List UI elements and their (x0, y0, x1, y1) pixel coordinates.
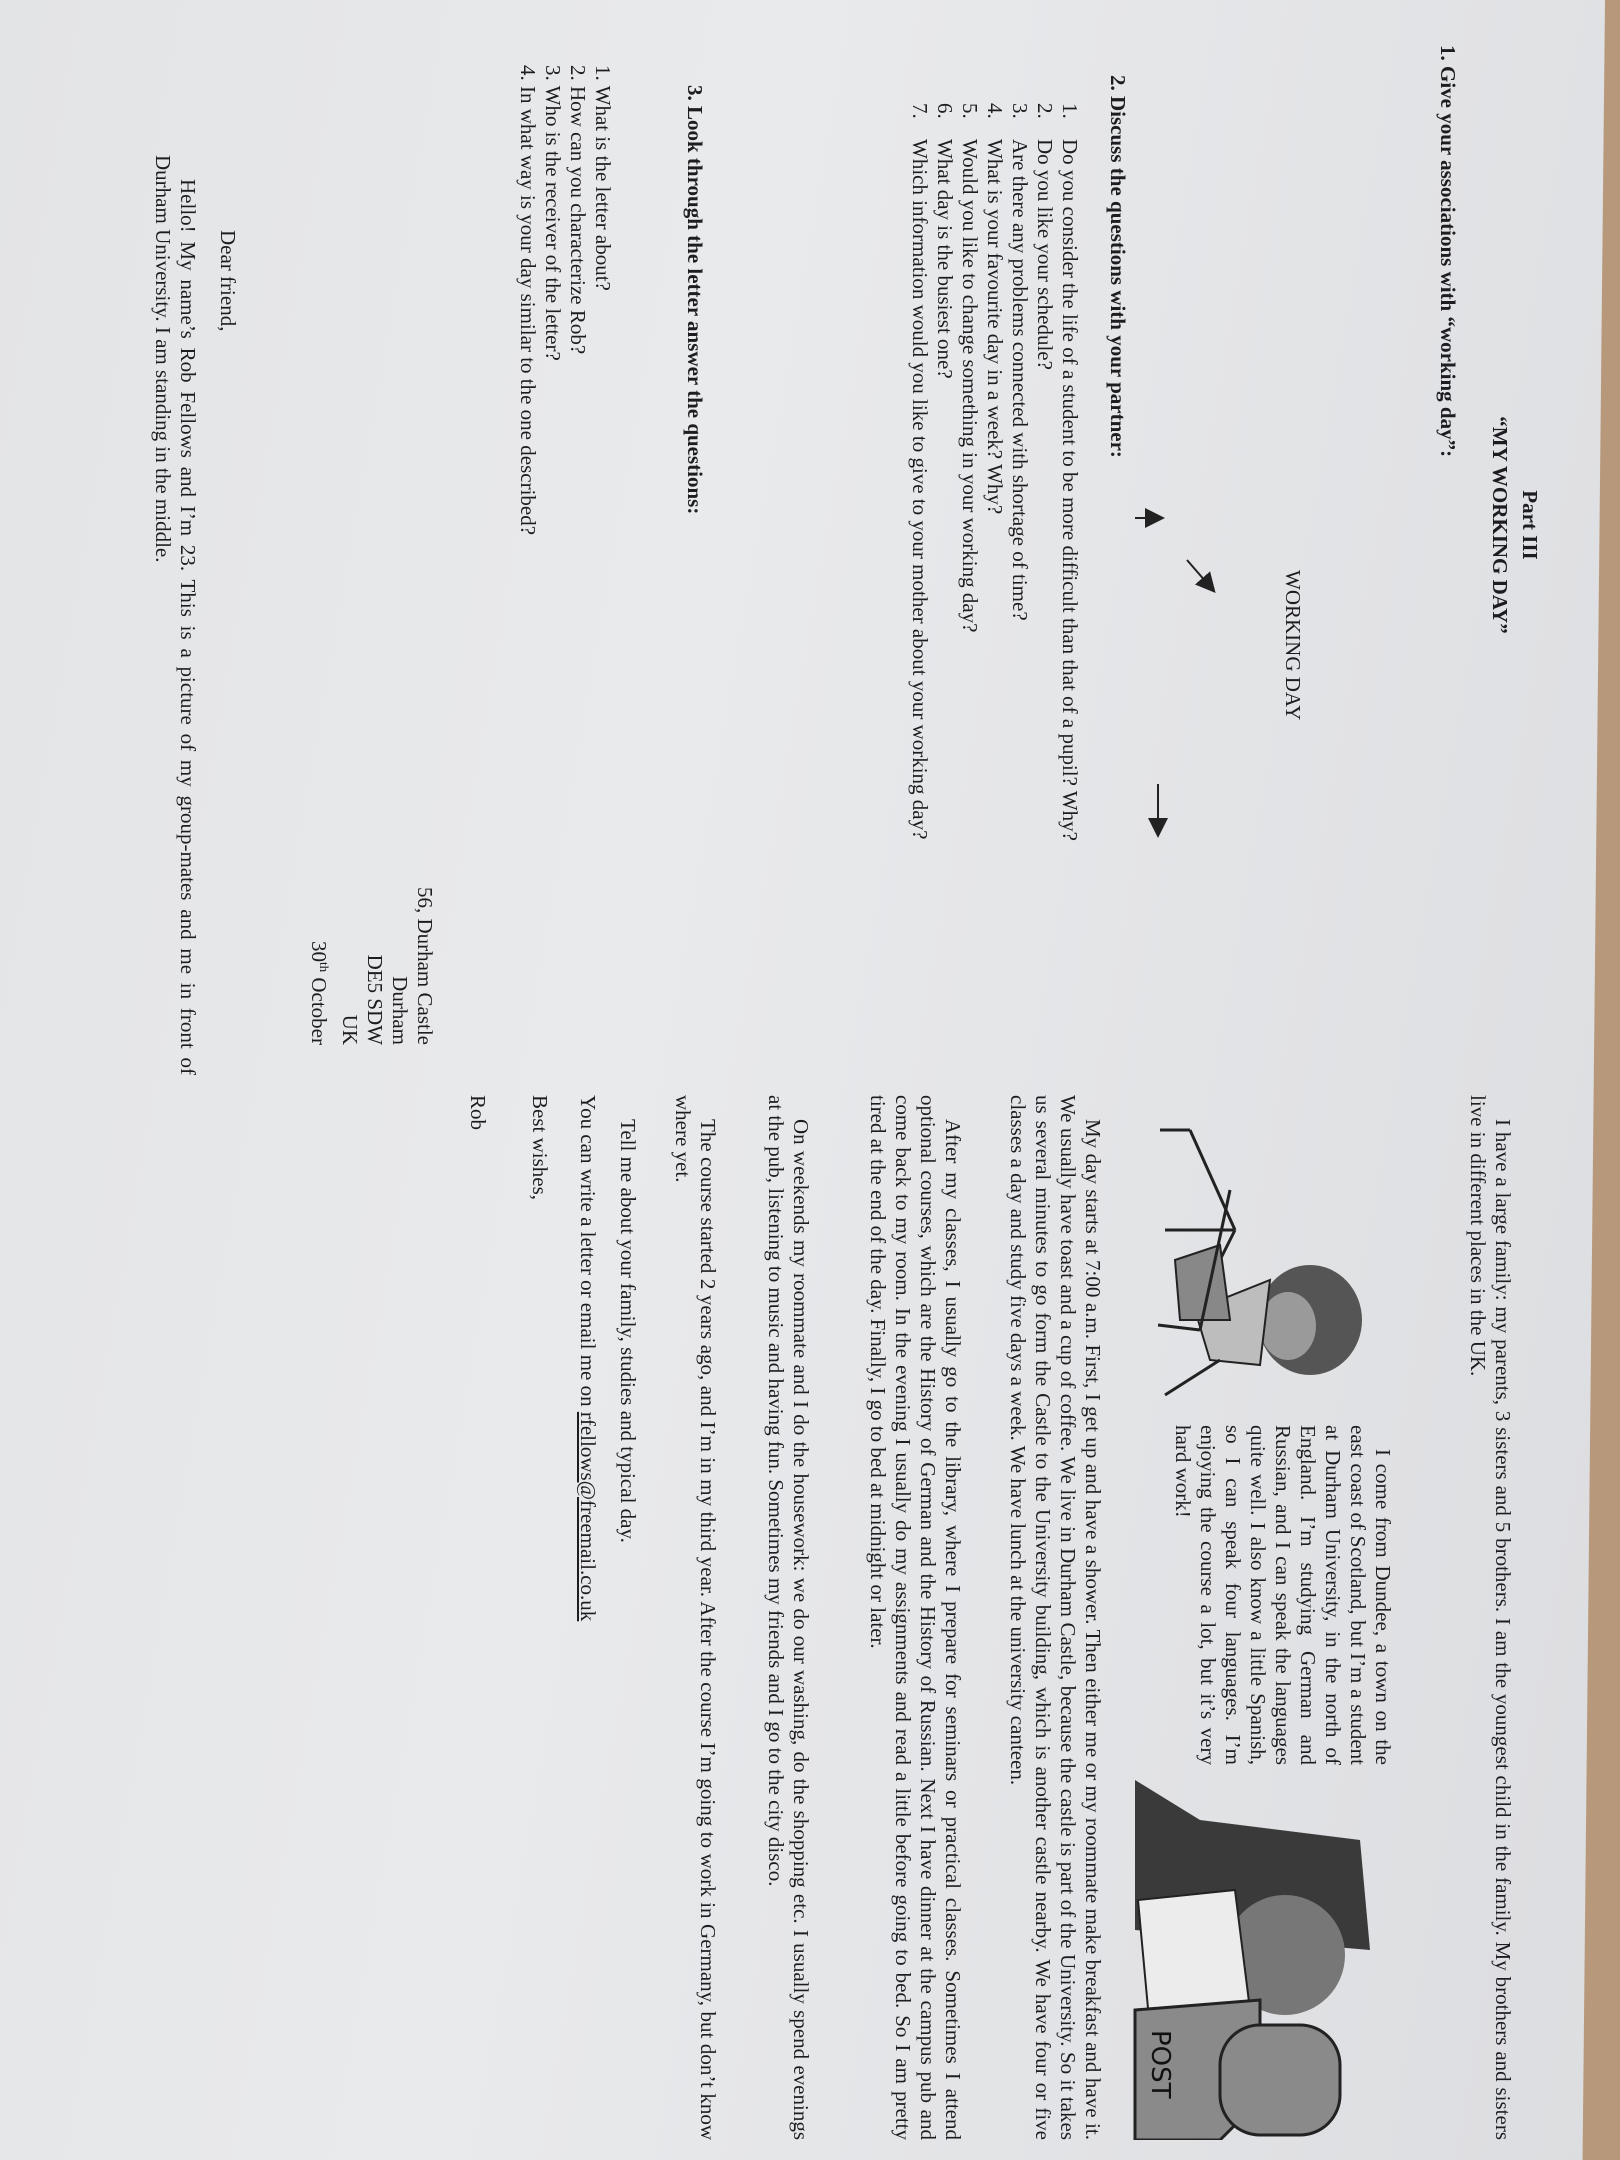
post-sign: POST (1145, 2030, 1175, 2099)
email-link[interactable]: rfellows@freemail.co.uk (576, 1411, 600, 1622)
task2-question-list (907, 103, 1082, 1013)
task2-heading: 2. Discuss the questions with your partner: (1106, 75, 1130, 458)
working-day-center-label: WORKING DAY (1281, 570, 1305, 721)
letter-paragraph: The course started 2 years ago, and I’m in my third year. After the course I’m going to work in Germany, but don’t know where yet. (671, 1095, 720, 2140)
letter-date: 30th October (307, 940, 332, 1045)
list-item: 2. How can you characterize Rob? (566, 65, 590, 355)
task1-heading: 1. Give your associations with “working day”: (1436, 45, 1460, 458)
list-item: 3. Are there any problems connected with shortage of time? (1008, 103, 1032, 621)
letter-salutation: Dear friend, (216, 230, 240, 332)
list-item: 4. In what way is your day similar to the one described? (516, 65, 540, 536)
letter-paragraph: I have a large family: my parents, 3 sisters and 5 brothers. I am the youngest child in the family. My brothers and sisters live in different places in the UK. (1466, 1095, 1515, 2140)
letter-signature: Rob (466, 1095, 490, 1131)
list-item: 7. Which information would you like to give to your mother about your working day? (908, 103, 932, 840)
letter-paragraph: Hello! My name’s Rob Fellows and I’m 23. This is a picture of my group-mates and me in front of Durham University. I am standing in the middle. (151, 155, 200, 1075)
list-item: 1. What is the letter about? (591, 65, 615, 291)
part-label: Part III (1518, 490, 1542, 560)
list-item: 5. Would you like to change something in your working day? (958, 103, 982, 633)
letter-paragraph: On weekends my roommate and I do the housework: we do our washing, do the shopping etc. I usually spend evenings at the pub, listening to music and having fun. Sometimes my friends and I go to the city disco. (764, 1095, 813, 2140)
list-item: 3. Who is the receiver of the letter? (541, 65, 565, 361)
task3-question-list (515, 65, 615, 965)
student-at-desk-illustration (1150, 1120, 1380, 1410)
postbox-illustration (1130, 1780, 1400, 2140)
sender-address: 56, Durham Castle Durham DE5 SDW UK 30th October (306, 845, 437, 1045)
list-item: 2. Do you like your schedule? (1033, 103, 1057, 370)
letter-paragraph: You can write a letter or email me on rfellows@freemail.co.uk (576, 1095, 600, 1622)
letter-paragraph: I come from Dundee, a town on the east coast of Scotland, but I’m a student at Durham University, in the north of England. I’m studying German and Russian, and I can speak the languages quite well. I also know a little Spanish, so I can speak four languages. I’m enjoying the course a lot, but it’s very hard work! (1171, 1425, 1395, 1765)
letter-paragraph: After my classes, I usually go to the library, where I prepare for seminars or practical classes. Sometimes I attend optional courses, which are the History of German and the History of Russian. Next I have dinner at the campus pub and come back to my room. In the evening I usually do my assignments and read a little before going to bed. So I am pretty tired at the end of the day. Finally, I go to bed at midnight or later. (866, 1095, 965, 2140)
list-item: 6. What day is the busiest one? (933, 103, 957, 379)
list-item: 1. Do you consider the life of a student to be more difficult than that of a pupil? Why? (1058, 103, 1082, 841)
letter-paragraph: Tell me about your family, studies and typical day. (616, 1119, 640, 1543)
arrow-up-right (1187, 560, 1213, 590)
list-item: 4. What is your favourite day in a week? Why? (983, 103, 1007, 515)
letter-paragraph: My day starts at 7:00 a.m. First, I get up and have a shower. Then either me or my roommate make breakfast and have it. We usually have toast and a cup of coffee. We live in Durham Castle, because the castle is part of the University. So it takes us several minutes to go form the Castle to the University building, which is another castle nearby. We have four or five classes a day and study five days a week. We have lunch at the university canteen. (1006, 1095, 1105, 2140)
task3-heading: 3. Look through the letter answer the questions: (683, 85, 707, 515)
page-title: “MY WORKING DAY” (1488, 416, 1512, 634)
association-arrows (1135, 420, 1455, 980)
letter-closing: Best wishes, (528, 1095, 552, 1200)
